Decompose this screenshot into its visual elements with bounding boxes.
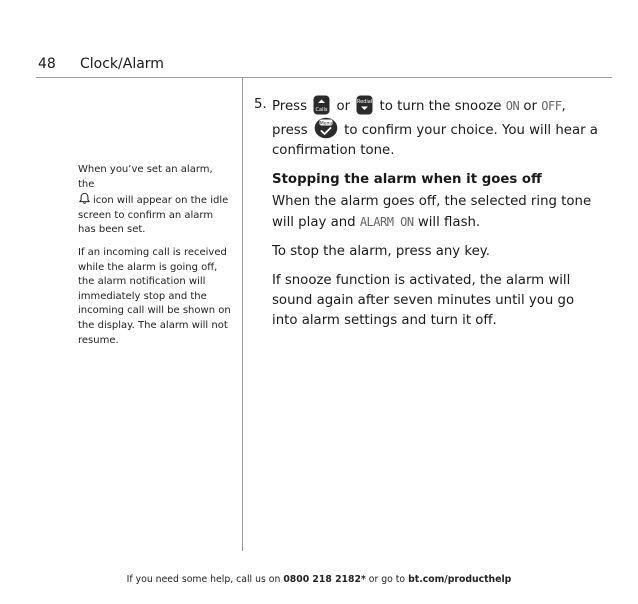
main-content: [254, 95, 599, 340]
section-title: Clock/Alarm: [80, 56, 164, 72]
lcd-text-on: ON: [505, 99, 520, 113]
column-divider: [242, 77, 243, 551]
step-number: 5.: [254, 97, 267, 112]
stopping-alarm-heading: Stopping the alarm when it goes off: [272, 172, 542, 187]
lcd-text-alarm-on: ALARM ON: [359, 215, 414, 229]
stopping-alarm-paragraph-1: When the alarm goes off, the selected ring tone will play and ALARM ON will flash.: [272, 194, 592, 230]
footer-help: If you need some help, call us on 0800 218 2182* or go to bt.com/producthelp: [126, 574, 512, 585]
stopping-alarm-paragraph-2: To stop the alarm, press any key.: [272, 244, 491, 259]
svg-text:Calls: Calls: [315, 107, 328, 113]
bell-icon: [78, 192, 91, 205]
sidebar-note-alarm-icon: When you’ve set an alarm, the icon will appear on the idle screen to confirm an alarm has been set.: [78, 164, 229, 236]
menu-confirm-key-icon: [314, 117, 338, 139]
stopping-alarm-paragraph-3: If snooze function is activated, the alarm will sound again after seven minutes until you go into alarm settings and turn it off.: [272, 273, 575, 328]
sidebar-note-incoming-call: If an incoming call is received while the alarm is going off, the alarm notification will immediately stop and the incoming call will be shown on the display. The alarm will not resume.: [78, 246, 231, 346]
sidebar-notes: [78, 163, 232, 356]
page-number: 48: [38, 56, 56, 72]
redial-key-icon: [356, 95, 373, 115]
lcd-text-off: OFF: [541, 99, 562, 113]
calls-key-icon: [313, 95, 330, 115]
help-url-link[interactable]: bt.com/producthelp: [408, 574, 512, 585]
header-divider: [36, 77, 612, 78]
svg-text:Menu: Menu: [319, 121, 333, 127]
svg-text:Redial: Redial: [357, 99, 373, 105]
help-phone-number: 0800 218 2182*: [283, 574, 366, 585]
step-5: 5. Press Calls or Redial to turn the snooze ON or OFF, press Menu to confirm your choice. You will hear a confirmation tone.: [254, 97, 598, 158]
